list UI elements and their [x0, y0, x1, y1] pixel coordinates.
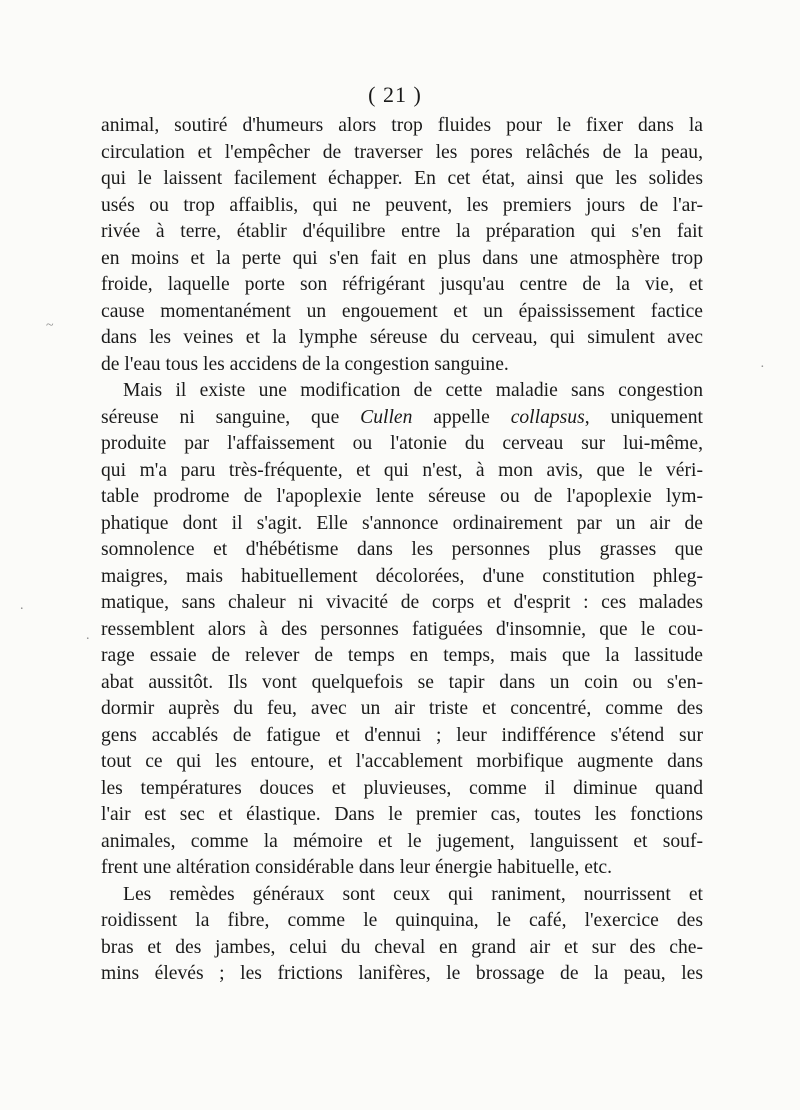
- scan-speck: .: [20, 598, 24, 613]
- text-line: les températures douces et pluvieuses, comme il diminue quand: [101, 777, 703, 799]
- text-line: froide, laquelle porte son réfrigérant jusqu'au centre de la vie, et: [101, 274, 703, 295]
- text-line: en moins et la perte qui s'en fait en plus dans une atmosphère trop: [101, 247, 703, 269]
- text-line: qui m'a paru très-fréquente, et qui n'est, à mon avis, que le véri-: [101, 459, 703, 481]
- text-run: séreuse ni sanguine, que: [101, 406, 361, 428]
- paragraph-1: [101, 113, 703, 378]
- text-line: bras et des jambes, celui du cheval en grand air et sur des che-: [101, 936, 703, 958]
- text-line: ressemblent alors à des personnes fatiguées d'insomnie, que le cou-: [101, 618, 703, 640]
- text-line: maigres, mais habituellement décolorées, d'une constitution phleg-: [101, 565, 703, 587]
- author-name-italic: Cullen: [360, 406, 413, 428]
- text-line: usés ou trop affaiblis, qui ne peuvent, les premiers jours de l'ar-: [101, 194, 703, 216]
- text-line: produite par l'affaissement ou l'atonie du cerveau sur lui-même,: [101, 433, 703, 454]
- text-line: qui le laissent facilement échapper. En cet état, ainsi que les solides: [101, 168, 703, 189]
- text-line: animales, comme la mémoire et le jugement, languissent et souf-: [101, 830, 703, 852]
- text-line: l'air est sec et élastique. Dans le premier cas, toutes les fonctions: [101, 804, 703, 825]
- text-line: dans les veines et la lymphe séreuse du cerveau, qui simulent avec: [101, 327, 703, 348]
- scan-speck: ~: [46, 318, 54, 333]
- text-line: cause momentanément un engouement et un épaississement factice: [101, 300, 703, 322]
- term-italic: collapsus: [510, 406, 585, 428]
- text-line: roidissent la fibre, comme le quinquina, le café, l'exercice des: [101, 910, 703, 931]
- text-line: de l'eau tous les accidens de la congestion sanguine.: [101, 353, 509, 375]
- scan-speck: ·: [760, 360, 765, 375]
- text-line: gens accablés de fatigue et d'ennui ; leur indifférence s'étend sur: [101, 724, 703, 746]
- text-line: somnolence et d'hébétisme dans les personnes plus grasses que: [101, 539, 703, 560]
- text-line: table prodrome de l'apoplexie lente séreuse ou de l'apoplexie lym-: [101, 486, 703, 507]
- text-run: , uniquement: [584, 406, 703, 428]
- text-line: circulation et l'empêcher de traverser les pores relâchés de la peau,: [101, 141, 703, 163]
- text-line: rivée à terre, établir d'équilibre entre la préparation qui s'en fait: [101, 221, 703, 242]
- text-line: phatique dont il s'agit. Elle s'annonce ordinairement par un air de: [101, 512, 703, 534]
- page-number: ( 21 ): [368, 82, 422, 107]
- text-line: mins élevés ; les frictions lanifères, le brossage de la peau, les: [101, 963, 703, 984]
- text-line: abat aussitôt. Ils vont quelquefois se tapir dans un coin ou s'en-: [101, 671, 703, 693]
- paragraph-3: [101, 882, 703, 988]
- text-run: appelle: [412, 406, 511, 428]
- text-line: matique, sans chaleur ni vivacité de corps et d'esprit : ces malades: [101, 592, 703, 613]
- text-line: Les remèdes généraux sont ceux qui raniment, nourrissent et: [123, 883, 703, 905]
- text-line: animal, soutiré d'humeurs alors trop fluides pour le fixer dans la: [101, 115, 703, 136]
- text-line-with-italics: [101, 405, 703, 432]
- body-text: [101, 113, 703, 988]
- text-line: Mais il existe une modification de cette maladie sans congestion: [123, 380, 703, 401]
- text-line: frent une altération considérable dans leur énergie habituelle, etc.: [101, 857, 613, 878]
- text-line: dormir auprès du feu, avec un air triste et concentré, comme des: [101, 698, 703, 719]
- scan-speck: .: [86, 628, 90, 643]
- paragraph-2: [101, 378, 703, 882]
- text-line: rage essaie de relever de temps en temps, mais que la lassitude: [101, 645, 703, 666]
- text-line: tout ce qui les entoure, et l'accablement morbifique augmente dans: [101, 751, 703, 772]
